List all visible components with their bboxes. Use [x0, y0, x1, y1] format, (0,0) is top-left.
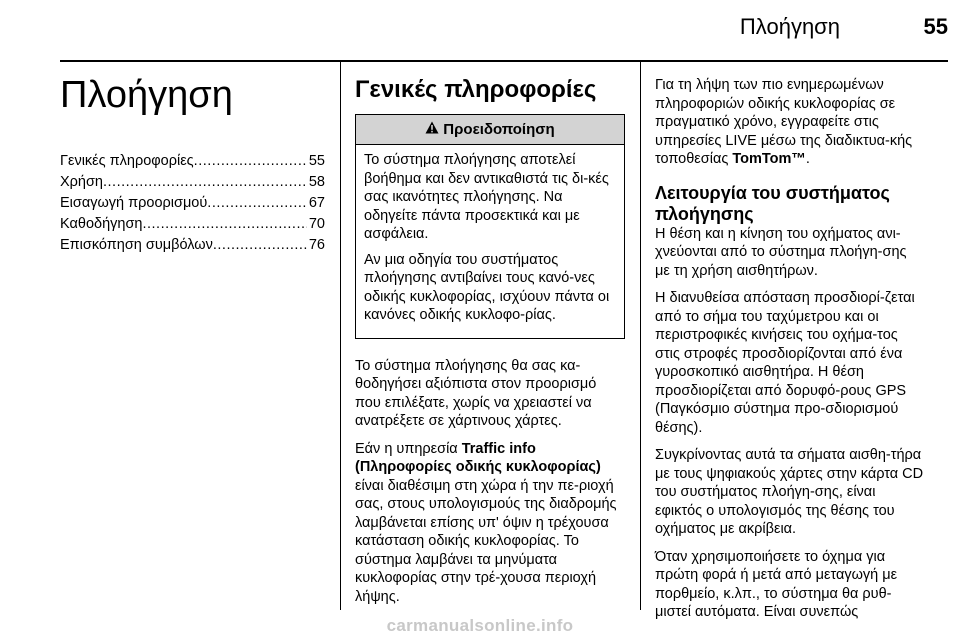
watermark: carmanualsonline.info: [386, 616, 574, 635]
general-info-column: [355, 62, 625, 610]
toc-item[interactable]: [60, 214, 325, 235]
text-run: Για τη λήψη των πιο ενημερωμένων πληροφοριών οδικής κυκλοφορίας σε πραγματικό χρόνο, εγγραφείτε στις υπηρεσίες LIVE μέσω της διαδικτυα-κής τοποθεσίας: [655, 77, 913, 167]
section-title: Γενικές πληροφορίες: [355, 76, 597, 103]
toc-item[interactable]: [60, 172, 325, 193]
warning-label: Προειδοποίηση: [443, 121, 555, 138]
toc-label: Καθοδήγηση: [60, 216, 143, 232]
body-paragraph: Η θέση και η κίνηση του οχήματος ανι-χνεύονται από το σύστημα πλοήγη-σης με τη χρήση αισθητήρων.: [655, 225, 907, 279]
text-run: είναι διαθέσιμη στη χώρα ή την πε-ριοχή σας, στους υπολογισμούς της διαδρομής λαμβάνεται επίσης υπ' όψιν η τρέχουσα κατάσταση οδικής κυκλοφορίας. Το σύστημα λαμβάνει τα μηνύματα κυκλοφορίας στην τρέ-χουσα περιοχή λήψης.: [355, 477, 617, 605]
toc-item[interactable]: [60, 235, 325, 256]
tomtom-term: TomTom™: [732, 151, 806, 167]
text-run: .: [805, 151, 810, 167]
toc-leader: [207, 193, 307, 214]
toc-leader: [142, 214, 306, 235]
toc-label: Επισκόπηση συμβόλων: [60, 237, 213, 253]
warning-box: [355, 114, 625, 339]
body-paragraph: [655, 76, 925, 169]
subsection-title: Λειτουργία του συστήματος πλοήγησης: [655, 182, 890, 224]
column-divider: [340, 62, 341, 610]
body-paragraph: Συγκρίνοντας αυτά τα σήματα αισθη-τήρα με τους ψηφιακούς χάρτες στην κάρτα CD του συστήματος πλοήγη-σης, είναι εφικτός ο υπολογισμός της θέσης του οχήματος με ακρίβεια.: [655, 447, 924, 537]
body-paragraph: Η διανυθείσα απόσταση προσδιορί-ζεται από το σήμα του ταχύμετρου και οι περιστροφικές κινήσεις του οχήμα-τος στις στροφές προσδιορίζονται από ένα γυροσκοπικό αισθητήρα. Η θέση προσδιορίζεται από δορυφό-ρους GPS (Παγκόσμιο σύστημα προ-σδιορισμού θέσης).: [655, 290, 915, 436]
warning-paragraph: Το σύστημα πλοήγησης αποτελεί βοήθημα και δεν αντικαθιστά τις δι-κές σας ικανότητες πλοήγησης. Να οδηγείτε πάντα προσεκτικά και με ασφάλεια.: [364, 152, 609, 242]
toc-leader: [103, 172, 307, 193]
chapter-title: Πλοήγηση: [60, 74, 233, 116]
toc-page: 55: [308, 153, 325, 169]
toc-label: Γενικές πληροφορίες: [60, 153, 194, 169]
column-divider: [640, 62, 641, 610]
toc-leader: [194, 151, 307, 172]
toc-label: Εισαγωγή προορισμού: [60, 195, 208, 211]
toc-page: 76: [308, 237, 325, 253]
text-run: Εάν η υπηρεσία: [355, 440, 462, 457]
toc-label: Χρήση: [60, 174, 103, 190]
navigation-function-column: [655, 62, 925, 620]
toc-item[interactable]: [60, 151, 325, 172]
body-paragraph: Το σύστημα πλοήγησης θα σας κα-θοδηγήσει αξιόπιστα στον προορισμό που επιλέξατε, χωρίς να χρειαστεί να ανατρέξετε σε χάρτινους χάρτες.: [355, 357, 597, 429]
toc-item[interactable]: [60, 193, 325, 214]
warning-heading: [356, 115, 624, 145]
toc-page: 67: [308, 195, 325, 211]
toc-column: [60, 62, 325, 610]
toc-page: 70: [308, 216, 325, 232]
body-paragraph: [355, 440, 625, 607]
running-title: Πλοήγηση: [739, 14, 840, 39]
toc-leader: [213, 235, 307, 256]
page-number: 55: [923, 14, 948, 39]
body-paragraph: Όταν χρησιμοποιήσετε το όχημα για πρώτη φορά ή μετά από μεταγωγή με πορθμείο, κ.λπ., το σύστημα θα ρυθ-μιστεί αυτόματα. Είναι συνεπώς: [655, 548, 898, 620]
table-of-contents: [60, 151, 325, 256]
warning-body: [356, 145, 624, 338]
toc-page: 58: [308, 174, 325, 190]
traffic-info-term: Traffic info (Πληροφορίες οδικής κυκλοφορίας): [355, 440, 601, 475]
warning-paragraph: Αν μια οδηγία του συστήματος πλοήγησης αντιβαίνει τους κανό-νες οδικής κυκλοφορίας, ισχύουν πάντα οι κανόνες οδικής κυκλοφο-ρίας.: [364, 251, 610, 323]
warning-triangle-icon: [425, 121, 439, 138]
